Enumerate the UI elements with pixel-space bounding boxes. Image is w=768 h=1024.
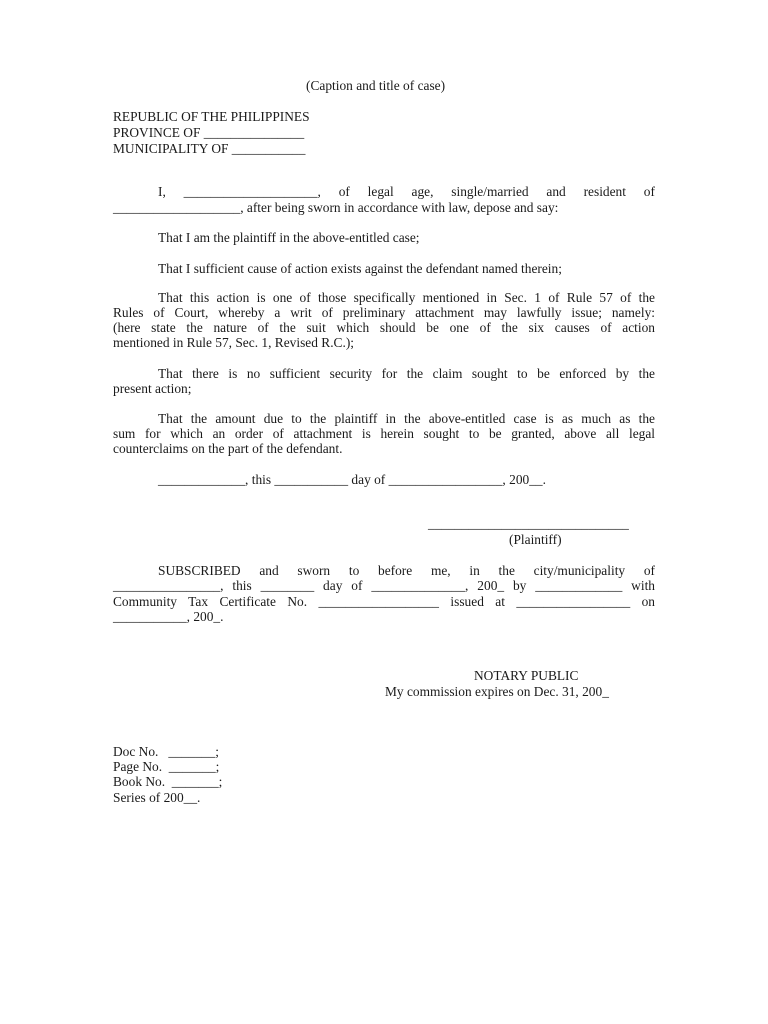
paragraph-amount-line-2: sum for which an order of attachment is herein sought to be granted, above all legal bbox=[113, 426, 655, 441]
intro-word: single/married bbox=[451, 184, 529, 199]
header-municipality: MUNICIPALITY OF ___________ bbox=[113, 141, 306, 156]
notary-title: NOTARY PUBLIC bbox=[474, 668, 579, 683]
paragraph-security-line-1: That there is no sufficient security for the claim sought to be enforced by the bbox=[158, 366, 655, 381]
register-series: Series of 200__. bbox=[113, 790, 201, 805]
paragraph-rule57-line-3: (here state the nature of the suit which should be one of the six causes of action bbox=[113, 320, 655, 335]
notary-commission: My commission expires on Dec. 31, 200_ bbox=[385, 684, 609, 699]
intro-word: resident bbox=[583, 184, 626, 199]
signature-line: ______________________________ bbox=[428, 516, 629, 531]
paragraph-amount-line-3: counterclaims on the part of the defendant. bbox=[113, 441, 343, 456]
register-doc-no: Doc No. _______; bbox=[113, 744, 220, 759]
paragraph-plaintiff: That I am the plaintiff in the above-entitled case; bbox=[158, 230, 420, 245]
paragraph-rule57-line-4: mentioned in Rule 57, Sec. 1, Revised R.C.); bbox=[113, 335, 355, 350]
header-republic: REPUBLIC OF THE PHILIPPINES bbox=[113, 109, 310, 124]
caption: (Caption and title of case) bbox=[306, 78, 446, 93]
date-line: _____________, this ___________ day of _________________, 200__. bbox=[158, 472, 546, 487]
intro-word: I, bbox=[158, 184, 166, 199]
paragraph-rule57-line-2: Rules of Court, whereby a writ of preliminary attachment may lawfully issue; namely: bbox=[113, 305, 655, 320]
intro-word: of bbox=[643, 184, 655, 199]
paragraph-amount-line-1: That the amount due to the plaintiff in the above-entitled case is as much as the bbox=[158, 411, 655, 426]
header-province: PROVINCE OF _______________ bbox=[113, 125, 305, 140]
jurat-line-4: ___________, 200_. bbox=[113, 609, 224, 624]
jurat-line-2: ________________, this ________ day of ______________, 200_ by _____________ with bbox=[113, 578, 655, 593]
intro-line-2: ___________________, after being sworn in accordance with law, depose and say: bbox=[113, 200, 559, 215]
intro-line-1 bbox=[158, 184, 655, 200]
register-book-no: Book No. _______; bbox=[113, 774, 223, 789]
signature-label: (Plaintiff) bbox=[509, 532, 562, 547]
paragraph-rule57-line-1: That this action is one of those specifically mentioned in Sec. 1 of Rule 57 of the bbox=[158, 290, 655, 305]
paragraph-cause-of-action: That I sufficient cause of action exists against the defendant named therein; bbox=[158, 261, 562, 276]
intro-blank: ____________________, bbox=[183, 184, 321, 199]
paragraph-security-line-2: present action; bbox=[113, 381, 192, 396]
intro-word: legal bbox=[367, 184, 394, 199]
jurat-line-3: Community Tax Certificate No. __________________ issued at _________________ on bbox=[113, 594, 655, 609]
jurat-line-1: SUBSCRIBED and sworn to before me, in the city/municipality of bbox=[158, 563, 655, 578]
intro-word: and bbox=[546, 184, 566, 199]
intro-word: of bbox=[338, 184, 350, 199]
register-page-no: Page No. _______; bbox=[113, 759, 220, 774]
intro-word: age, bbox=[411, 184, 434, 199]
